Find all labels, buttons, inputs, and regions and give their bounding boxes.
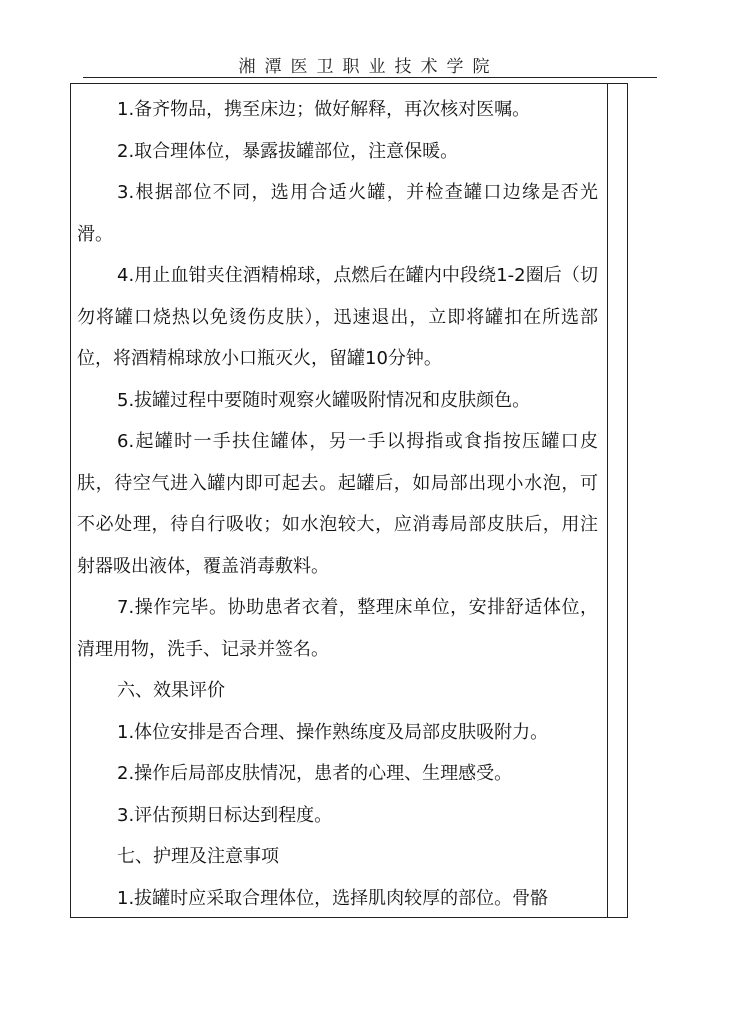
step-6-paragraph: 6.起罐时一手扶住罐体，另一手以拇指或食指按压罐口皮肤，待空气进入罐内即可起去。起罐后，如局部出现小水泡，可不必处理，待自行吸收；如水泡较大，应消毒局部皮肤后，用注射器吸出液体，覆盖消毒敷料。 xyxy=(77,431,598,577)
content-table xyxy=(70,83,628,918)
step-7-paragraph: 7.操作完毕。协助患者衣着，整理床单位，安排舒适体位，清理用物，洗手、记录并签名。 xyxy=(77,597,598,660)
section-heading-evaluation: 六、效果评价 xyxy=(117,680,225,701)
header-rule xyxy=(83,77,657,78)
text-cell xyxy=(71,89,607,919)
step-4-paragraph: 4.用止血钳夹住酒精棉球，点燃后在罐内中段绕1-2圈后（切勿将罐口烧热以免烫伤皮肤），迅速退出，立即将罐扣在所选部位，将酒精棉球放小口瓶灭火，留罐10分钟。 xyxy=(77,265,598,369)
nursing-note-1: 1.拔罐时应采取合理体位，选择肌肉较厚的部位。骨骼 xyxy=(117,887,549,909)
step-3-paragraph: 3.根据部位不同，选用合适火罐，并检查罐口边缘是否光滑。 xyxy=(77,182,598,245)
section-heading-nursing-notes: 七、护理及注意事项 xyxy=(117,846,279,867)
evaluation-item-1: 1.体位安排是否合理、操作熟练度及局部皮肤吸附力。 xyxy=(117,721,549,743)
evaluation-item-2: 2.操作后局部皮肤情况，患者的心理、生理感受。 xyxy=(117,763,513,784)
step-5-paragraph: 5.拔罐过程中要随时观察火罐吸附情况和皮肤颜色。 xyxy=(117,389,531,411)
page-header-institution: 湘潭医卫职业技术学院 xyxy=(238,57,499,77)
table-column-divider xyxy=(607,84,608,917)
step-1-paragraph: 1.备齐物品，携至床边；做好解释，再次核对医嘱。 xyxy=(117,99,531,120)
step-2-paragraph: 2.取合理体位，暴露拔罐部位，注意保暖。 xyxy=(117,140,459,162)
evaluation-item-3: 3.评估预期日标达到程度。 xyxy=(117,804,333,826)
